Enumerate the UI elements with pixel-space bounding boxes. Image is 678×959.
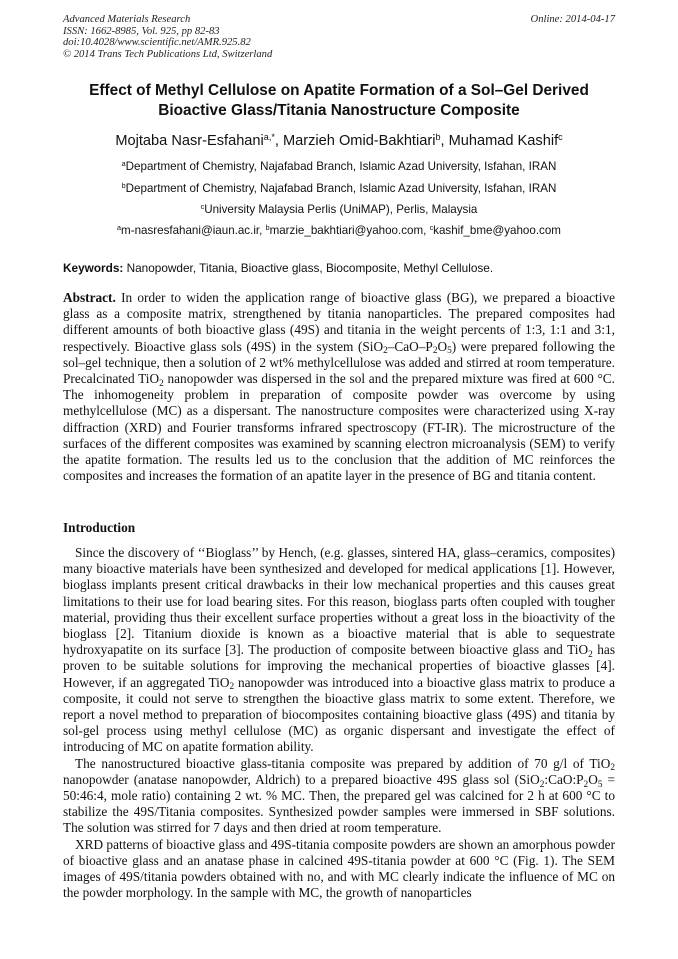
author-list <box>40 132 638 150</box>
affiliation-c <box>40 203 638 217</box>
paragraph <box>63 837 615 902</box>
paragraph-text: The nanostructured bioactive glass-titania composite was prepared by addition of 70 g/l of TiO <box>75 755 611 771</box>
subscript: 2 <box>229 682 235 693</box>
paper-title <box>40 81 638 120</box>
affiliation-sup: c <box>200 202 205 212</box>
author-sup: a,* <box>263 132 275 143</box>
affiliation-sup: b <box>121 181 126 191</box>
issn-line: ISSN: 1662-8985, Vol. 925, pp 82-83 <box>63 25 220 37</box>
subscript: 2 <box>539 779 545 790</box>
subscript: 2 <box>583 779 589 790</box>
email-sup: b <box>265 223 270 233</box>
journal-name: Advanced Materials Research <box>63 14 191 25</box>
separator: , <box>259 224 266 237</box>
paragraph-text: Since the discovery of ‘‘Bioglass’’ by Hench, (e.g. glasses, sintered HA, glass–ceramics, composites) many bioactive materials have been synthesized and developed for medical applications [1]. However, bioglass implants present critical drawbacks in their low mechanical properties and this causes great limitations to their use for load bearing sites. For this reason, bioglass parts often coupled with tougher material, providing thus their excellent surface properties without a great loss in the bioactivity of the bioglass [2]. Titanium dioxide is known as a bioactive material that is able to sequestrate hydroxyapatite on its surface [3]. The production of composite between bioactive glass and TiO <box>63 545 615 658</box>
introduction-body <box>63 545 615 901</box>
separator: , <box>440 133 449 149</box>
email-link[interactable]: kashif_bme@yahoo.com <box>433 224 561 237</box>
abstract-text: ) were prepared following the sol–gel technique, then a solution of 2 wt% methylcellulose was added and stirred at room temperature. Precalcinated TiO <box>63 338 615 387</box>
author-name: Mojtaba Nasr-Esfahani <box>115 133 264 149</box>
author-name: Marzieh Omid-Bakhtiari <box>282 133 436 149</box>
author-name: Muhamad Kashif <box>448 133 559 149</box>
subscript: 2 <box>383 346 388 357</box>
subscript: 2 <box>159 378 164 389</box>
subscript: 2 <box>610 763 615 774</box>
subscript: 5 <box>597 779 603 790</box>
separator: , <box>423 224 430 237</box>
section-heading-introduction: Introduction <box>63 520 136 535</box>
paragraph-text: nanopowder (anatase nanopowder, Aldrich) to a prepared bioactive 49S glass sol (SiO <box>63 771 540 787</box>
journal-header <box>63 14 272 60</box>
affiliation-text: Department of Chemistry, Najafabad Branch, Islamic Azad University, Isfahan, IRAN <box>125 160 557 173</box>
abstract <box>63 290 615 484</box>
affiliation-a <box>40 160 638 174</box>
keywords-text: Nanopowder, Titania, Bioactive glass, Biocomposite, Methyl Cellulose. <box>126 261 494 275</box>
doi-line: doi:10.4028/www.scientific.net/AMR.925.82 <box>63 37 251 49</box>
affiliation-b <box>40 182 638 196</box>
abstract-text: nanopowder was dispersed in the sol and the prepared mixture was fired at 600 °C. The inhomogeneity problem in preparation of composite powder was overcome by using methylcellulose (MC) as a dispersant. The nanostructure composites were characterized using X-ray diffraction (XRD) and Fourier transforms infrared spectroscopy (FT-IR). The microstructure of the surfaces of the different composites was examined by scanning electron microanalysis (SEM) to verify the apatite formation. The results led us to the conclusion that the addition of MC reinforces the composites and increases the formation of an apatite layer in the presence of BG and titania content. <box>63 371 615 484</box>
subscript: 5 <box>447 346 452 357</box>
affiliation-text: Department of Chemistry, Najafabad Branch, Islamic Azad University, Isfahan, IRAN <box>125 182 557 195</box>
separator: , <box>274 133 283 149</box>
paragraph <box>63 545 615 756</box>
email-list <box>40 224 638 238</box>
email-sup: a <box>117 223 122 233</box>
paragraph-text: O <box>588 771 598 787</box>
abstract-text: –CaO–P <box>387 338 433 354</box>
abstract-text: In order to widen the application range of bioactive glass (BG), we prepared a bioactive glass as a composite matrix, strengthened by titania nanoparticles. The prepared composites had different amounts of both bioactive glass (49S) and titania in the weight percents of 1:3, 1:1 and 3:1, respectively. Bioactive glass sols (49S) in the system (SiO <box>63 290 615 354</box>
abstract-text: O <box>437 338 448 354</box>
email-link[interactable]: m-nasresfahani@iaun.ac.ir <box>121 224 260 237</box>
copyright-line: © 2014 Trans Tech Publications Ltd, Switzerland <box>63 48 273 60</box>
paragraph-text: = 50:46:4, mole ratio) containing 2 wt. % MC. Then, the prepared gel was calcined for 2 h at 600 °C to stabilize the 49S/Titania composites. Synthesized powder samples were immersed in SBF solutions. The solution was stirred for 7 days and then dried at room temperature. <box>63 771 615 836</box>
paragraph-text: :CaO:P <box>544 771 584 787</box>
title-line-2: Bioactive Glass/Titania Nanostructure Composite <box>158 101 520 119</box>
abstract-label: Abstract. <box>63 290 116 305</box>
online-date: Online: 2014-04-17 <box>530 14 615 25</box>
paragraph-text: XRD patterns of bioactive glass and 49S-titania composite powders are shown an amorphous powder of bioactive glass and an anatase phase in calcined 49S-titania powder at 600 °C (Fig. 1). The SEM images of 49S/titania powders obtained with no, and with MC clearly indicate the influence of MC on the powder morphology. In the sample with MC, the growth of nanoparticles <box>63 836 615 901</box>
subscript: 2 <box>588 650 593 660</box>
keywords-label: Keywords: <box>63 261 124 275</box>
title-line-1: Effect of Methyl Cellulose on Apatite Formation of a Sol–Gel Derived <box>89 82 589 99</box>
affiliation-sup: a <box>121 159 126 169</box>
subscript: 2 <box>432 346 438 357</box>
author-sup: c <box>558 132 563 143</box>
author-sup: b <box>435 132 441 143</box>
keywords <box>63 261 493 275</box>
email-sup: c <box>429 223 434 233</box>
paragraph-text: nanopowder was introduced into a bioactive glass matrix to produce a composite, it could not serve to strengthen the bioactive glass matrix to some extent. Therefore, we report a novel method to preparation of biocomposites containing bioactive glass (49S) and titania by sol-gel process using methyl cellulose (MC) as organic dispersant and investigate the effect of introducing of MC on apatite formation ability. <box>63 674 616 755</box>
paragraph <box>63 756 615 837</box>
paragraph-text: has proven to be suitable solutions for improving the mechanical properties of bioactive glasses [4]. However, if an aggregated TiO <box>63 642 615 690</box>
email-link[interactable]: marzie_bakhtiari@yahoo.com <box>269 224 424 237</box>
affiliation-text: University Malaysia Perlis (UniMAP), Perlis, Malaysia <box>204 203 478 216</box>
